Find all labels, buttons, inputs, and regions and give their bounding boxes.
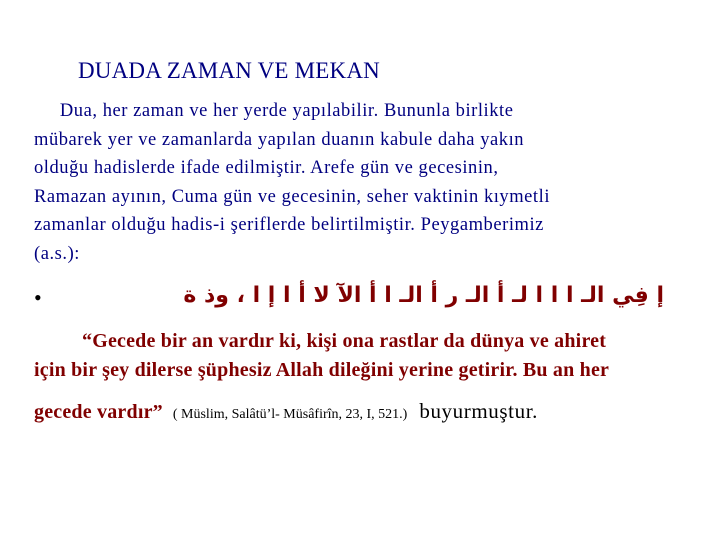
paragraph-line: mübarek yer ve zamanlarda yapılan duanın kabule daha yakın (34, 129, 525, 150)
paragraph-line: zamanlar olduğu hadis-i şeriflerde belirtilmiştir. Peygamberimiz (34, 215, 544, 235)
arabic-hadith-text: إ فِي الـ ا ا ا لـ أ الـ ر أ الـ ا أ الآ لا أ ا إ ا ، وذ ة (183, 283, 664, 308)
hadith-suffix: buyurmuştur. (419, 399, 538, 423)
intro-paragraph (34, 97, 710, 268)
hadith-line: “Gecede bir an vardır ki, kişi ona rastlar da dünya ve ahiret (82, 330, 607, 352)
paragraph-line: olduğu hadislerde ifade edilmiştir. Arefe gün ve gecesinin, (34, 158, 499, 178)
paragraph-line: (a.s.): (34, 243, 80, 264)
arabic-hadith-row (34, 283, 664, 323)
hadith-line: için bir şey dilerse şüphesiz Allah dileğini yerine getirir. Bu an her (34, 359, 610, 381)
hadith-source-citation: ( Müslim, Salâtü’l- Müsâfirîn, 23, I, 521.) (172, 407, 408, 422)
bullet-icon: • (34, 285, 42, 310)
hadith-translation (34, 327, 714, 429)
hadith-line-final (34, 397, 714, 429)
page-title: DUADA ZAMAN VE MEKAN (78, 58, 380, 83)
paragraph-line: Dua, her zaman ve her yerde yapılabilir. Bununla birlikte (34, 101, 514, 121)
paragraph-line: Ramazan ayının, Cuma gün ve gecesinin, seher vaktinin kıymetli (34, 186, 551, 207)
hadith-line-text: gecede vardır” (34, 401, 163, 423)
